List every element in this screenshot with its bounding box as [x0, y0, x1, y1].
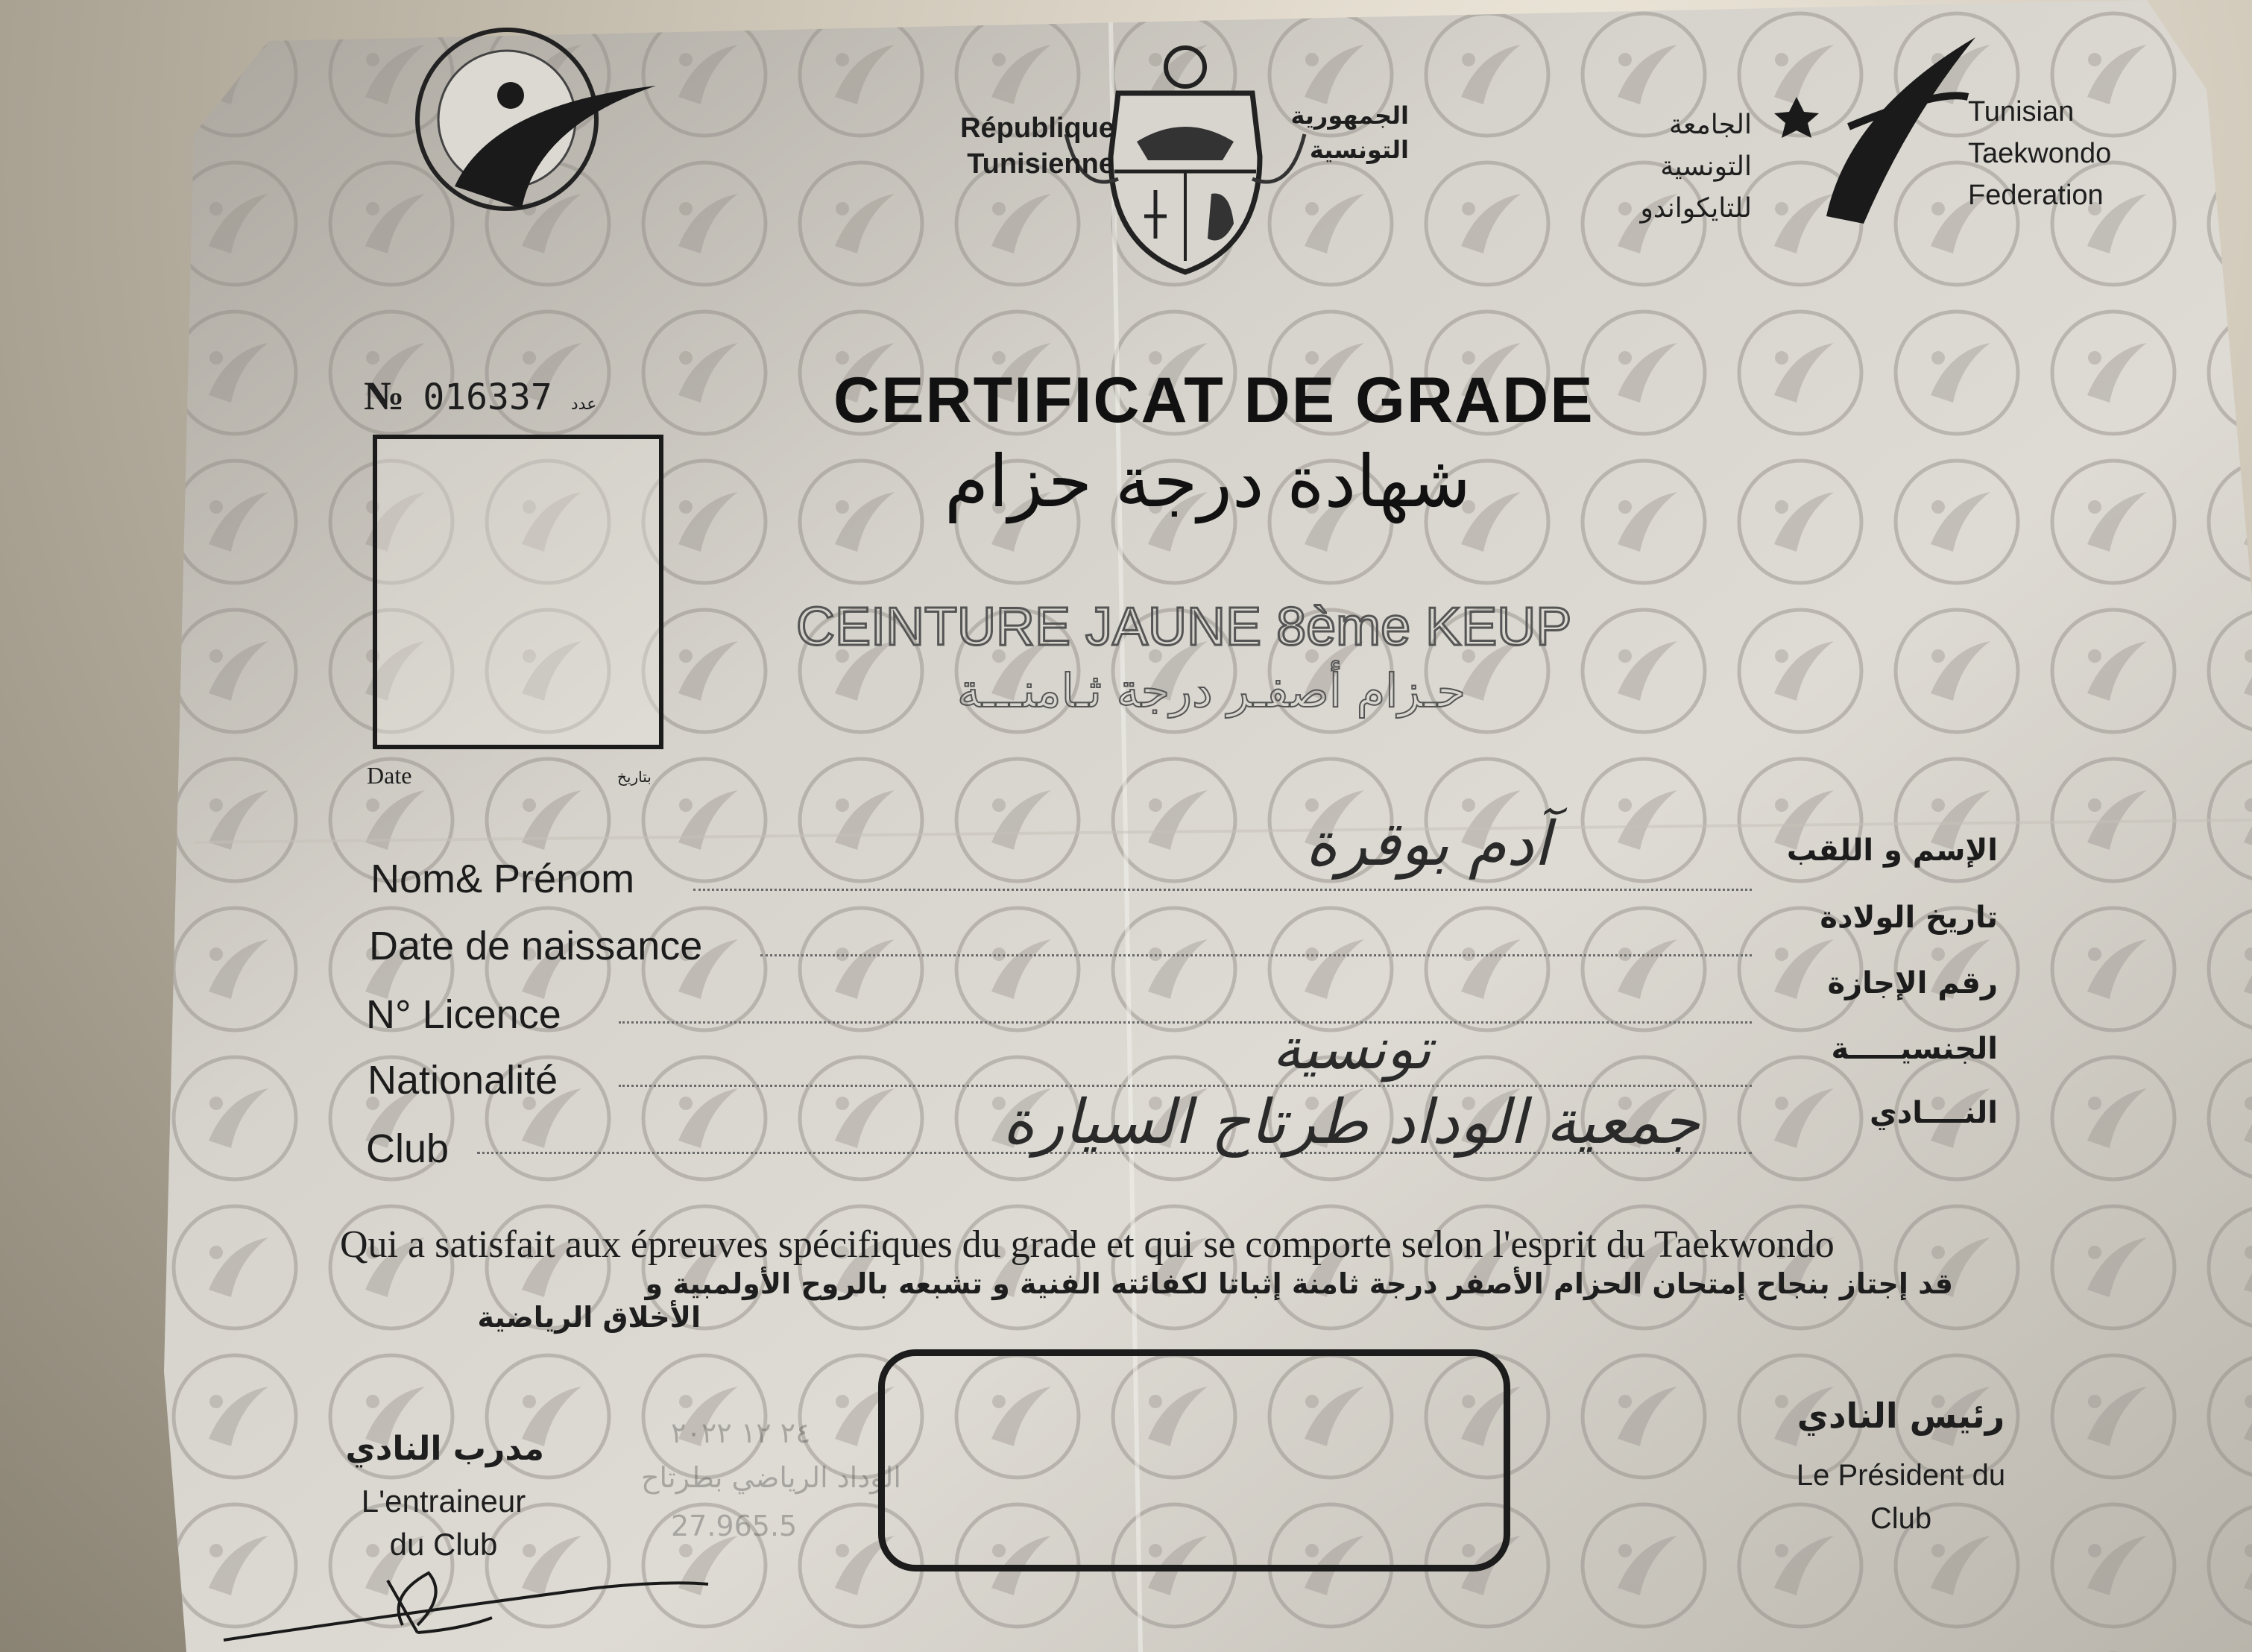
republic-label-fr	[950, 110, 1114, 182]
coach-label-ar: مدرب النادي	[345, 1430, 544, 1468]
stamp-box	[878, 1349, 1510, 1571]
coach-label-fr	[335, 1480, 552, 1566]
federation-label-en	[1968, 91, 2111, 216]
statement-ar-line2: الأخلاق الرياضية	[477, 1301, 701, 1334]
republic-ar-word2: التونسية	[1309, 136, 1409, 164]
grade-title-ar: حـزام أصفـر درجة ثـامنـــة	[956, 663, 1466, 718]
name-line	[693, 889, 1752, 891]
name-label-fr: Nom& Prénom	[370, 857, 635, 901]
birthdate-line	[760, 954, 1752, 956]
birthdate-label-fr: Date de naissance	[369, 924, 703, 968]
president-label-ar: رئيس النادي	[1797, 1396, 2005, 1436]
club-label-fr: Club	[366, 1126, 450, 1171]
republic-ar-word1: الجمهورية	[1290, 101, 1409, 130]
federation-ar-word3: للتايكواندو	[1640, 193, 1752, 224]
svg-text:27.965.5: 27.965.5	[671, 1510, 798, 1542]
federation-en-word2: Taekwondo	[1968, 138, 2112, 169]
statement-fr: Qui a satisfait aux épreuves spécifiques du grade et qui se comporte selon l'esprit du Taekwondo	[340, 1223, 1835, 1266]
nationality-label-ar: الجنسيـــــة	[1831, 1032, 1998, 1066]
club-value: جمعية الوداد طرتاح السيارة	[1003, 1087, 1700, 1158]
licence-line	[619, 1021, 1752, 1024]
republic-label-ar	[1260, 98, 1409, 167]
licence-label-ar: رقم الإجازة	[1827, 966, 1998, 1000]
name-value: آدم بوقرة	[1305, 809, 1551, 880]
birthdate-label-ar: تاريخ الولادة	[1820, 901, 1998, 935]
tunisienne-word: Tunisienne	[967, 148, 1114, 180]
federation-en-word1: Tunisian	[1968, 96, 2075, 127]
club-label-ar: النــــادي	[1870, 1096, 1998, 1130]
president-label-fr	[1752, 1454, 2050, 1540]
number-symbol: №	[364, 373, 405, 418]
federation-label-ar	[1573, 104, 1752, 230]
republic-word: République	[960, 113, 1114, 144]
coach-fr-line1: L'entraineur	[361, 1484, 526, 1519]
nationality-label-fr: Nationalité	[368, 1058, 558, 1103]
president-fr-line1: Le Président du	[1796, 1459, 2006, 1492]
svg-text:٢٤ ١٢ ٢٠٢٢: ٢٤ ١٢ ٢٠٢٢	[671, 1416, 811, 1449]
statement-ar-line1: قد إجتاز بنجاح إمتحان الحزام الأصفر درجة ثامنة إثباتا لكفائته الفنية و تشبعه بالروح الأولمبية و	[645, 1267, 1953, 1300]
grade-title-fr: CEINTURE JAUNE 8ème KEUP	[796, 597, 1572, 657]
coach-fr-line2: du Club	[389, 1527, 498, 1562]
svg-text:الوداد الرياضي بطرتاح: الوداد الرياضي بطرتاح	[641, 1461, 901, 1494]
number-label-ar: عدد	[570, 395, 597, 414]
federation-ar-word1: الجامعة	[1668, 110, 1752, 140]
number-value: 016337	[423, 376, 552, 418]
nationality-value: تونسية	[1272, 1015, 1431, 1082]
name-label-ar: الإسم و اللقب	[1786, 833, 1998, 868]
date-label-fr: Date	[367, 762, 412, 789]
photo-box	[373, 435, 663, 749]
federation-en-word3: Federation	[1968, 180, 2104, 211]
date-label-ar: بتاريخ	[617, 768, 652, 786]
certificate-title-ar: شهادة درجة حزام	[944, 440, 1472, 523]
president-fr-line2: Club	[1870, 1502, 1932, 1535]
certificate-title-fr: CERTIFICAT DE GRADE	[833, 365, 1595, 436]
certificate-number	[364, 373, 596, 419]
licence-label-fr: N° Licence	[366, 992, 561, 1037]
federation-ar-word2: التونسية	[1660, 151, 1752, 182]
